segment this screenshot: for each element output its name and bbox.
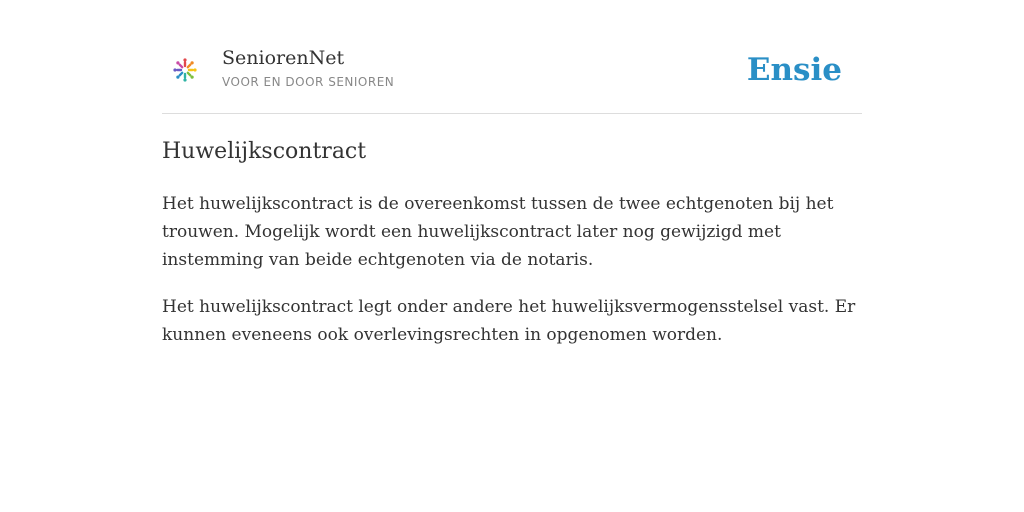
article <box>162 134 862 368</box>
ensie-brand-logo[interactable]: Ensie <box>746 52 842 88</box>
site-name[interactable]: SeniorenNet <box>222 47 345 69</box>
site-header <box>162 40 862 114</box>
article-paragraph: Het huwelijkscontract is de overeenkomst tussen de twee echtgenoten bij het trouwen. Mogelijk wordt een huwelijkscontract later nog gewijzigd met instemming van beide echtgenoten via de notaris. <box>162 194 834 270</box>
site-tagline: VOOR EN DOOR SENIOREN <box>222 75 395 89</box>
article-title: Huwelijkscontract <box>162 139 367 164</box>
article-paragraph: Het huwelijkscontract legt onder andere het huwelijksvermogensstelsel vast. Er kunnen eveneens ook overlevingsrechten in opgenomen worden. <box>162 297 856 345</box>
seniorennet-logo-icon[interactable] <box>172 57 198 83</box>
